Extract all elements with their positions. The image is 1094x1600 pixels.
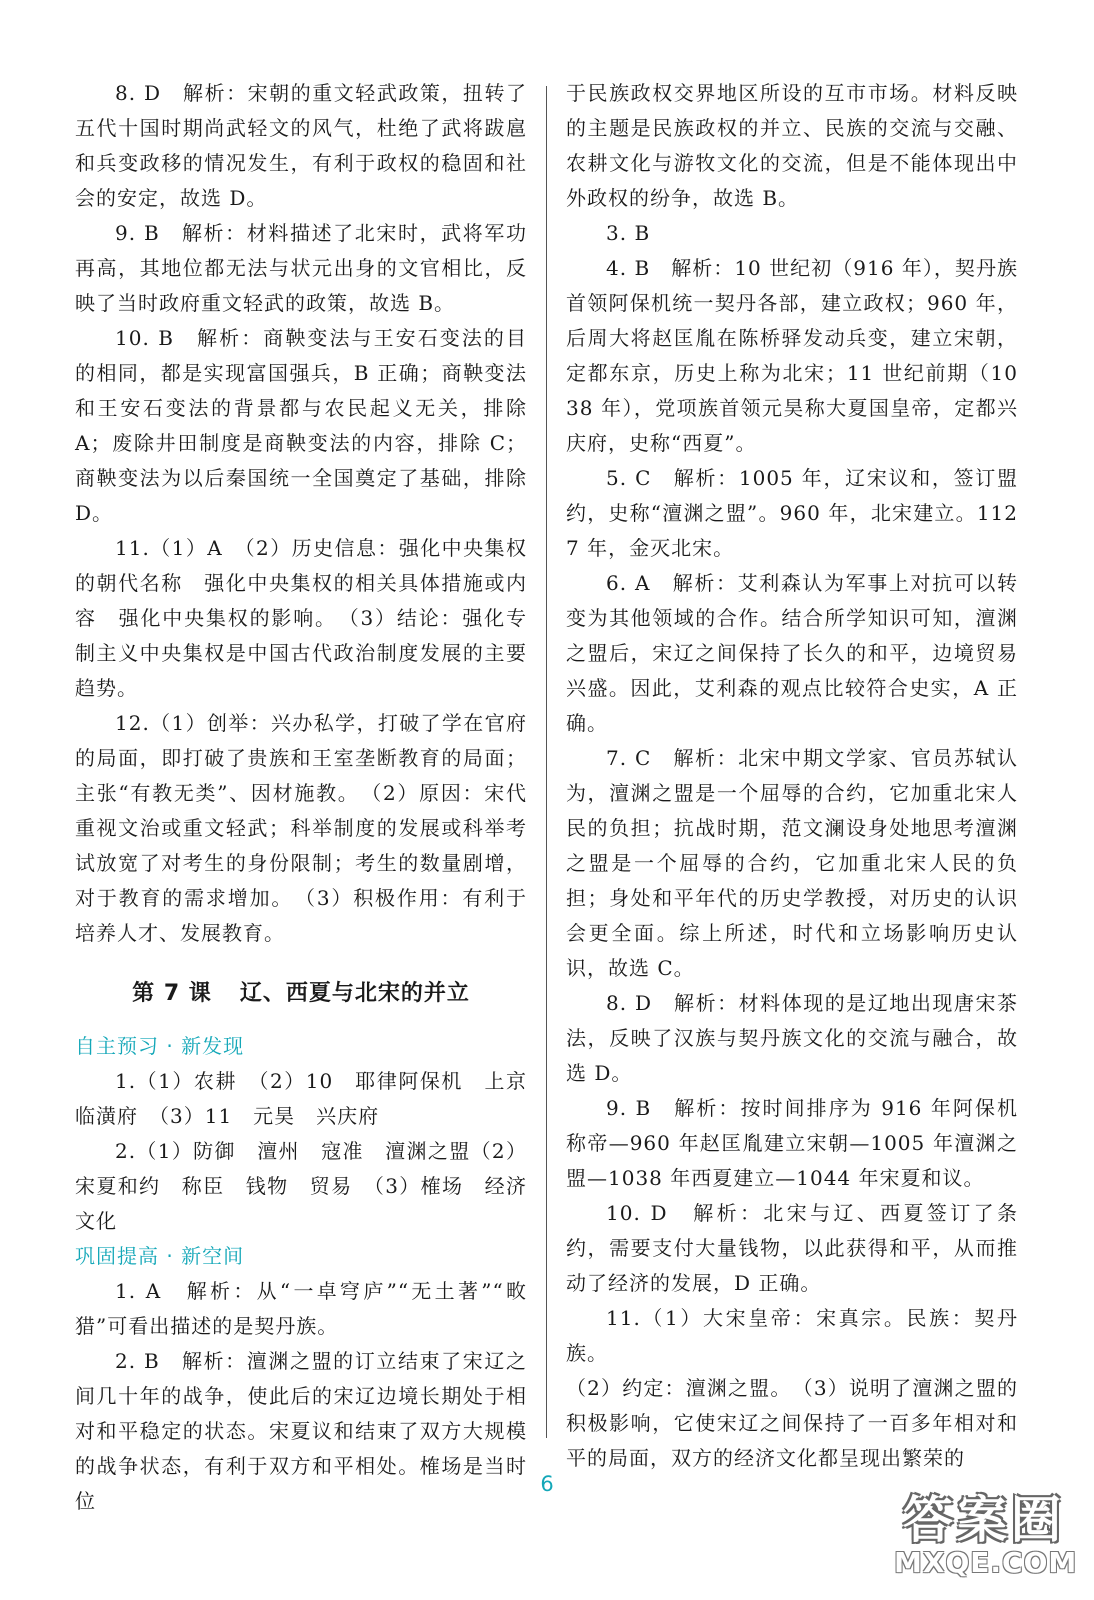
- watermark-title: 答案圈: [903, 1491, 1065, 1549]
- consolidate-answer-2-continued: 于民族政权交界地区所设的互市市场。材料反映的主题是民族政权的并立、民族的交流与交融、农耕文化与游牧文化的交流，但是不能体现出中外政权的纷争，故选 B。: [566, 81, 1018, 210]
- page-number: 6: [540, 1472, 554, 1496]
- consolidate-answer-5: 5. C 解析：1005 年，辽宋议和，签订盟约，史称“澶渊之盟”。960 年，北宋建立。1127 年，金灭北宋。: [566, 466, 1018, 560]
- consolidate-answer-9: 9. B 解析：按时间排序为 916 年阿保机称帝—960 年赵匡胤建立宋朝—1005 年澶渊之盟—1038 年西夏建立—1044 年宋夏和议。: [566, 1096, 1018, 1190]
- answer-11: 11.（1）A （2）历史信息：强化中央集权的朝代名称 强化中央集权的相关具体措施或内容 强化中央集权的影响。 （3）结论：强化专制主义中央集权是中国古代政治制度发展的主要趋势。: [75, 536, 527, 700]
- answer-9: 9. B 解析：材料描述了北宋时，武将军功再高，其地位都无法与状元出身的文官相比，反映了当时政府重文轻武的政策，故选 B。: [75, 221, 527, 315]
- consolidate-answer-11-line1: 11.（1）大宋皇帝：宋真宗。民族：契丹族。: [566, 1306, 1018, 1365]
- watermark-url: MXQE.COM: [894, 1546, 1078, 1579]
- column-divider: [546, 86, 547, 1438]
- consolidate-answer-10: 10. D 解析：北宋与辽、西夏签订了条约，需要支付大量钱物，以此获得和平，从而推动了经济的发展，D 正确。: [566, 1201, 1018, 1295]
- consolidate-answer-7: 7. C 解析：北宋中期文学家、官员苏轼认为，澶渊之盟是一个屈辱的合约，它加重北宋人民的负担；抗战时期，范文澜设身处地思考澶渊之盟是一个屈辱的合约，它加重北宋人民的负担；身处和平年代的历史学教授，对历史的认识会更全面。综上所述，时代和立场影响历史认识，故选 C。: [566, 746, 1018, 980]
- watermark-logo: [894, 1480, 1078, 1586]
- lesson-number: 第 7 课: [132, 981, 212, 1006]
- consolidate-answer-2: 2. B 解析：澶渊之盟的订立结束了宋辽之间几十年的战争，使此后的宋辽边境长期处于相对和平稳定的状态。宋夏议和结束了双方大规模的战争状态，有利于双方和平相处。榷场是当时位: [75, 1349, 527, 1513]
- answer-10: 10. B 解析：商鞅变法与王安石变法的目的相同，都是实现富国强兵，B 正确；商鞅变法和王安石变法的背景都与农民起义无关，排除 A；废除井田制度是商鞅变法的内容，排除 C；商鞅变法为以后秦国统一全国奠定了基础，排除 D。: [75, 326, 527, 525]
- consolidate-answer-1: 1. A 解析：从“一卓穹庐”“无土著”“畋猎”可看出描述的是契丹族。: [75, 1279, 527, 1338]
- preview-answer-2: 2.（1）防御 澶州 寇准 澶渊之盟（2）宋夏和约 称臣 钱物 贸易 （3）榷场 经济文化: [75, 1139, 527, 1233]
- right-column: [566, 76, 1018, 1476]
- section-consolidate-heading: 巩固提高 · 新空间: [75, 1244, 245, 1268]
- left-column: [75, 76, 527, 1519]
- preview-answer-1: 1.（1）农耕 （2）10 耶律阿保机 上京临潢府 （3）11 元昊 兴庆府: [75, 1069, 527, 1128]
- lesson-heading: [75, 977, 527, 1011]
- consolidate-answer-3: 3. B: [606, 221, 651, 245]
- consolidate-answer-11-line2: （2）约定：澶渊之盟。 （3）说明了澶渊之盟的积极影响，它使宋辽之间保持了一百多年相对和平的局面，双方的经济文化都呈现出繁荣的: [566, 1376, 1018, 1470]
- answer-12: 12.（1）创举：兴办私学，打破了学在官府的局面，即打破了贵族和王室垄断教育的局面；主张“有教无类”、因材施教。 （2）原因：宋代重视文治或重文轻武；科举制度的发展或科举考试放宽了对考生的身份限制；考生的数量剧增，对于教育的需求增加。 （3）积极作用：有利于培养人才、发展教育。: [75, 711, 527, 945]
- consolidate-answer-8: 8. D 解析：材料体现的是辽地出现唐宋茶法，反映了汉族与契丹族文化的交流与融合，故选 D。: [566, 991, 1018, 1085]
- consolidate-answer-6: 6. A 解析：艾利森认为军事上对抗可以转变为其他领域的合作。结合所学知识可知，澶渊之盟后，宋辽之间保持了长久的和平，边境贸易兴盛。因此，艾利森的观点比较符合史实，A 正确。: [566, 571, 1018, 735]
- answer-8: 8. D 解析：宋朝的重文轻武政策，扭转了五代十国时期尚武轻文的风气，杜绝了武将跋扈和兵变政移的情况发生，有利于政权的稳固和社会的安定，故选 D。: [75, 81, 527, 210]
- lesson-title: 辽、西夏与北宋的并立: [239, 981, 470, 1006]
- section-preview-heading: 自主预习 · 新发现: [75, 1034, 245, 1058]
- consolidate-answer-4: 4. B 解析：10 世纪初（916 年），契丹族首领阿保机统一契丹各部，建立政权；960 年，后周大将赵匡胤在陈桥驿发动兵变，建立宋朝，定都东京，历史上称为北宋；11 世纪前期（1038 年），党项族首领元昊称大夏国皇帝，定都兴庆府，史称“西夏”。: [566, 256, 1018, 455]
